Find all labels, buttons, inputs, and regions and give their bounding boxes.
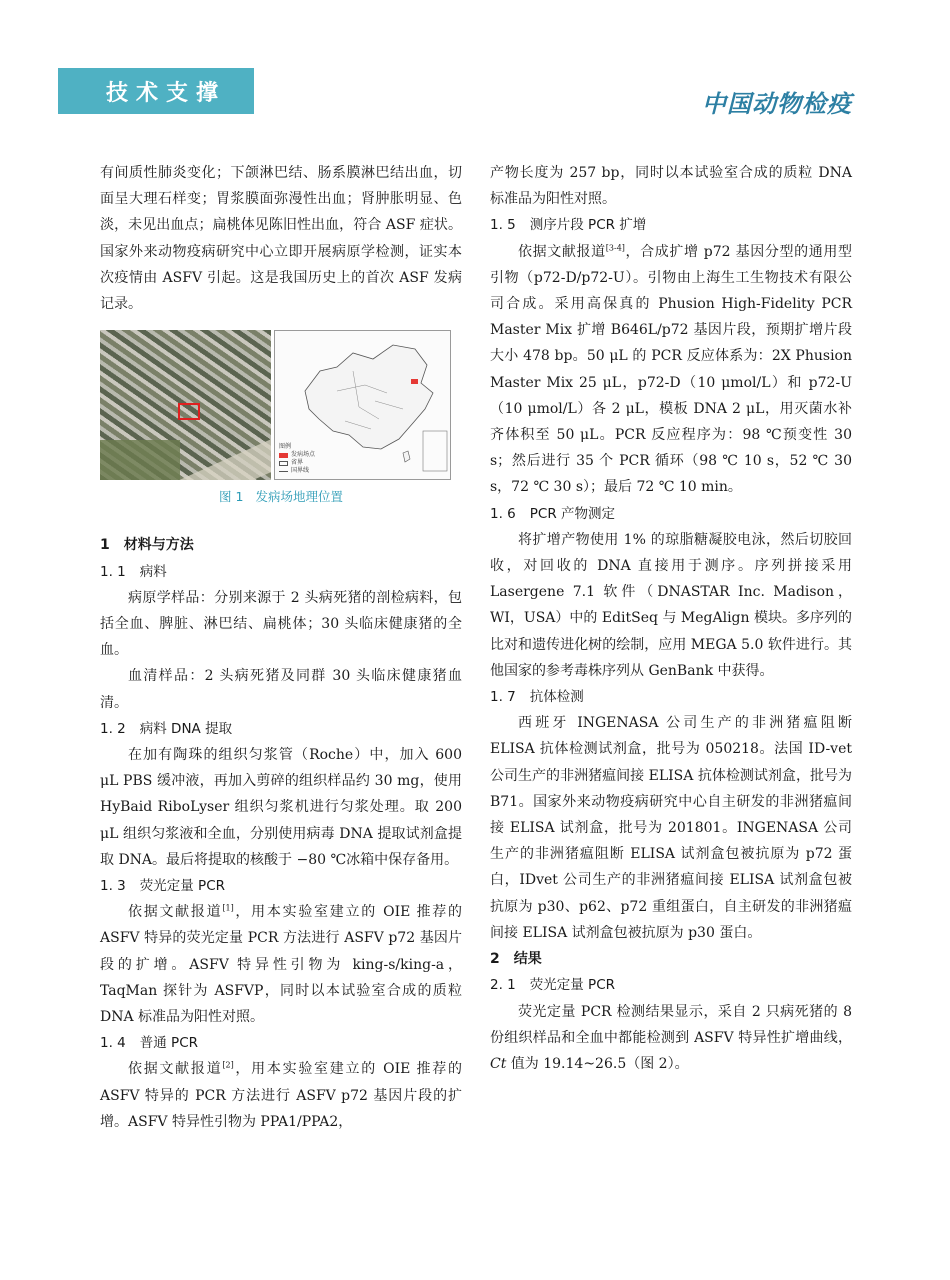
paragraph: 荧光定量 PCR 检测结果显示，采自 2 只病死猪的 8 份组织样品和全血中都能检测到 ASFV 特异性扩增曲线，Ct 值为 19.14~26.5（图 2）。 [490, 1003, 852, 1072]
figure-number: 图 1 [219, 489, 244, 505]
legend-item: 国界线 [279, 467, 315, 475]
subsection-heading: 1. 6 PCR 产物测定 [490, 505, 616, 522]
subsection-heading: 1. 2 病料 DNA 提取 [100, 720, 233, 737]
paragraph: 依据文献报道[2]，用本实验室建立的 OIE 推荐的 ASFV 特异的 PCR 方法进行 ASFV p72 基因片段的扩增。ASFV 特异性引物为 PPA1/PPA2， [100, 1060, 462, 1130]
figure-caption-text: 发病场地理位置 [255, 489, 343, 505]
subsection-heading: 1. 3 荧光定量 PCR [100, 878, 226, 895]
legend-title: 图例 [279, 443, 292, 451]
left-column [100, 160, 462, 1135]
paragraph: 西班牙 INGENASA 公司生产的非洲猪瘟阻断 ELISA 抗体检测试剂盒，批号为 050218。法国 ID-vet 公司生产的非洲猪瘟间接 ELISA 抗体检测试剂盒，批号为 B71。国家外来动物疫病研究中心自主研发的非洲猪瘟间接 ELISA 试剂盒，批号为 201801。INGENASA 公司生产的非洲猪瘟阻断 ELISA 试剂盒包被抗原为 p72 蛋白，IDvet 公司生产的非洲猪瘟间接 ELISA 试剂盒包被抗原为 p30、p62、p72 重组蛋白，自主研发的非洲猪瘟间接 ELISA 试剂盒包被抗原为 p30 蛋白。 [490, 715, 852, 941]
section-tab: 技术支撑 [58, 68, 254, 114]
subsection-heading: 1. 5 测序片段 PCR 扩增 [490, 217, 647, 234]
citation: [3-4] [605, 242, 625, 252]
subsection-heading: 1. 1 病料 [100, 563, 167, 580]
subsection-heading: 1. 4 普通 PCR [100, 1035, 199, 1052]
section-heading: 1 材料与方法 [100, 537, 194, 554]
paragraph: 依据文献报道[3-4]，合成扩增 p72 基因分型的通用型引物（p72-D/p72-U）。引物由上海生工生物技术有限公司合成。采用高保真的 Phusion High-Fidelity PCR Master Mix 扩增 B646L/p72 基因片段，预期扩增片段大小 478 bp。50 μL 的 PCR 反应体系为：2X Phusion Master Mix 25 μL，p72-D（10 μmol/L）和 p72-U（10 μmol/L）各 2 μL，模板 DNA 2 μL，用灭菌水补齐体积至 50 μL。PCR 反应程序为：98 ℃预变性 30 s；然后进行 35 个 PCR 循环（98 ℃ 10 s，52 ℃ 30 s，72 ℃ 30 s）；最后 72 ℃ 10 min。 [490, 242, 853, 496]
journal-logo: 中国动物检疫 [702, 89, 852, 118]
paragraph-intro: 有间质性肺炎变化；下颌淋巴结、肠系膜淋巴结出血，切面呈大理石样变；胃浆膜面弥漫性出血；肾肿胀明显、色淡，未见出血点；扁桃体见陈旧性出血，符合 ASF 症状。国家外来动物疫病研究中心立即开展病原学检测，证实本次疫情由 ASFV 引起。这是我国历史上的首次 ASF 发病记录。 [100, 165, 462, 313]
china-map [274, 330, 451, 480]
citation: [1] [222, 903, 234, 913]
paragraph: 将扩增产物使用 1% 的琼脂糖凝胶电泳，然后切胶回收，对回收的 DNA 直接用于测序。序列拼接采用 Lasergene 7.1 软件（DNASTAR Inc. Madison，WI，USA）中的 EditSeq 与 MegAlign 模块。多序列的比对和遗传进化树的绘制，应用 MEGA 5.0 软件进行。其他国家的参考毒株序列从 GenBank 中获得。 [490, 531, 852, 679]
legend-item: 省界 [279, 459, 315, 467]
legend-item: 发病场点 [279, 451, 315, 459]
satellite-image [100, 330, 271, 480]
figure-caption [100, 484, 462, 510]
map-legend [279, 443, 315, 475]
section-heading: 2 结果 [490, 951, 542, 968]
subsection-heading: 2. 1 荧光定量 PCR [490, 977, 616, 994]
farm-marker [178, 403, 200, 420]
figure-1 [100, 330, 462, 480]
paragraph: 血清样品：2 头病死猪及同群 30 头临床健康猪血清。 [100, 668, 462, 711]
subsection-heading: 1. 7 抗体检测 [490, 689, 584, 706]
right-column [490, 160, 852, 1077]
paragraph: 依据文献报道[1]，用本实验室建立的 OIE 推荐的 ASFV 特异的荧光定量 PCR 方法进行 ASFV p72 基因片段的扩增。ASFV 特异性引物为 king-s/king-a，TaqMan 探针为 ASFVP，同时以本试验室合成的质粒 DNA 标准品为阳性对照。 [100, 903, 462, 1026]
highway-shape [171, 419, 271, 480]
ct-term: Ct [490, 1055, 507, 1072]
field-area [100, 440, 180, 480]
paragraph: 在加有陶珠的组织匀浆管（Roche）中，加入 600 μL PBS 缓冲液，再加入剪碎的组织样品约 30 mg，使用 HyBaid RiboLyser 组织匀浆机进行匀浆处理。取 200 μL 组织匀浆液和全血，分别使用病毒 DNA 提取试剂盒提取 DNA。最后将提取的核酸于 −80 ℃冰箱中保存备用。 [100, 747, 462, 868]
paragraph-continued: 产物长度为 257 bp，同时以本试验室合成的质粒 DNA 标准品为阳性对照。 [490, 165, 852, 208]
citation: [2] [222, 1060, 234, 1070]
paragraph: 病原学样品：分别来源于 2 头病死猪的剖检病料，包括全血、脾脏、淋巴结、扁桃体；30 头临床健康猪的全血。 [100, 589, 462, 659]
